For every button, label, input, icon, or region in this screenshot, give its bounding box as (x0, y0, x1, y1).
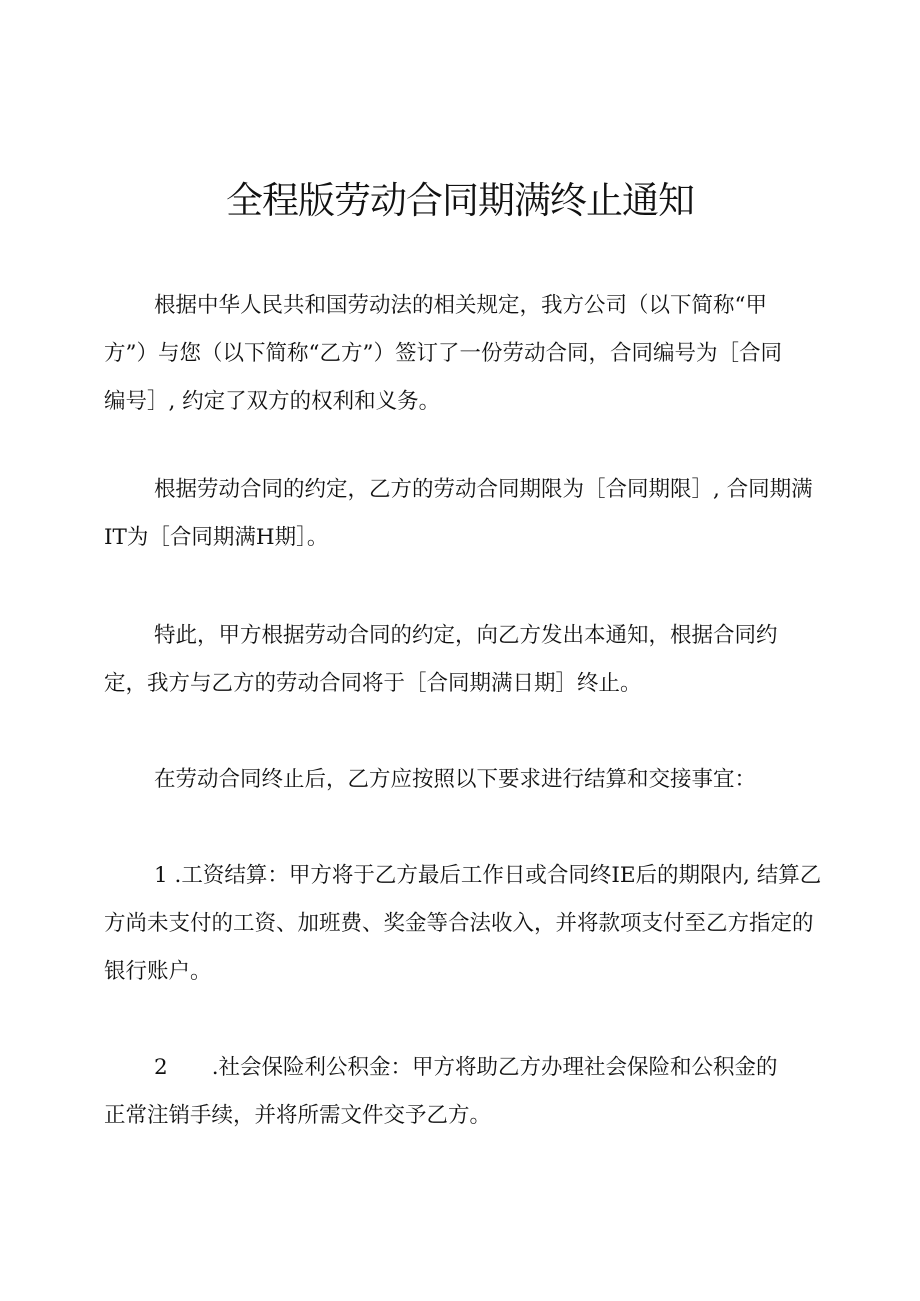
paragraph-line: 根据中华人民共和国劳动法的相关规定，我方公司（以下简称“甲 (154, 293, 767, 318)
list-item-number: 2 (154, 1055, 168, 1080)
paragraph-line: 方”）与您（以下简称“乙方”）签订了一份劳动合同，合同编号为［合同 (104, 341, 782, 366)
list-item-first-line (104, 1044, 820, 1092)
list-item-text: .社会保险利公积金：甲方将助乙方办理社会保险和公积金的 (211, 1055, 778, 1080)
document-title: 全程版劳动合同期满终止通知 (226, 179, 694, 222)
list-item-line: 银行账户。 (104, 959, 212, 984)
paragraph-line: 在劳动合同终止后，乙方应按照以下要求进行结算和交接事宜： (154, 767, 757, 792)
list-item-wage-settlement (104, 852, 820, 996)
paragraph-line: 根据劳动合同的约定，乙方的劳动合同期限为［合同期限］, 合同期满 (154, 477, 813, 502)
paragraph-line: 定，我方与乙方的劳动合同将于［合同期满日期］终止。 (104, 671, 642, 696)
paragraph-line: 编号］, 约定了双方的权利和义务。 (104, 389, 441, 414)
list-item-line: 正常注销手续，并将所需文件交予乙方。 (104, 1103, 492, 1128)
list-item-line: 1 .工资结算：甲方将于乙方最后工作日或合同终IE后的期限内, 结算乙 (154, 863, 822, 888)
paragraph-line: IT为［合同期满H期］。 (104, 525, 329, 550)
paragraph-line: 特此，甲方根据劳动合同的约定，向乙方发出本通知，根据合同约 (154, 623, 778, 648)
paragraph-settlement-intro (104, 756, 820, 804)
paragraph-legal-basis (104, 282, 820, 426)
paragraph-notice (104, 612, 820, 708)
list-item-social-insurance (104, 1044, 820, 1140)
paragraph-contract-term (104, 466, 820, 562)
list-item-line: 方尚未支付的工资、加班费、奖金等合法收入，并将款项支付至乙方指定的 (104, 911, 814, 936)
